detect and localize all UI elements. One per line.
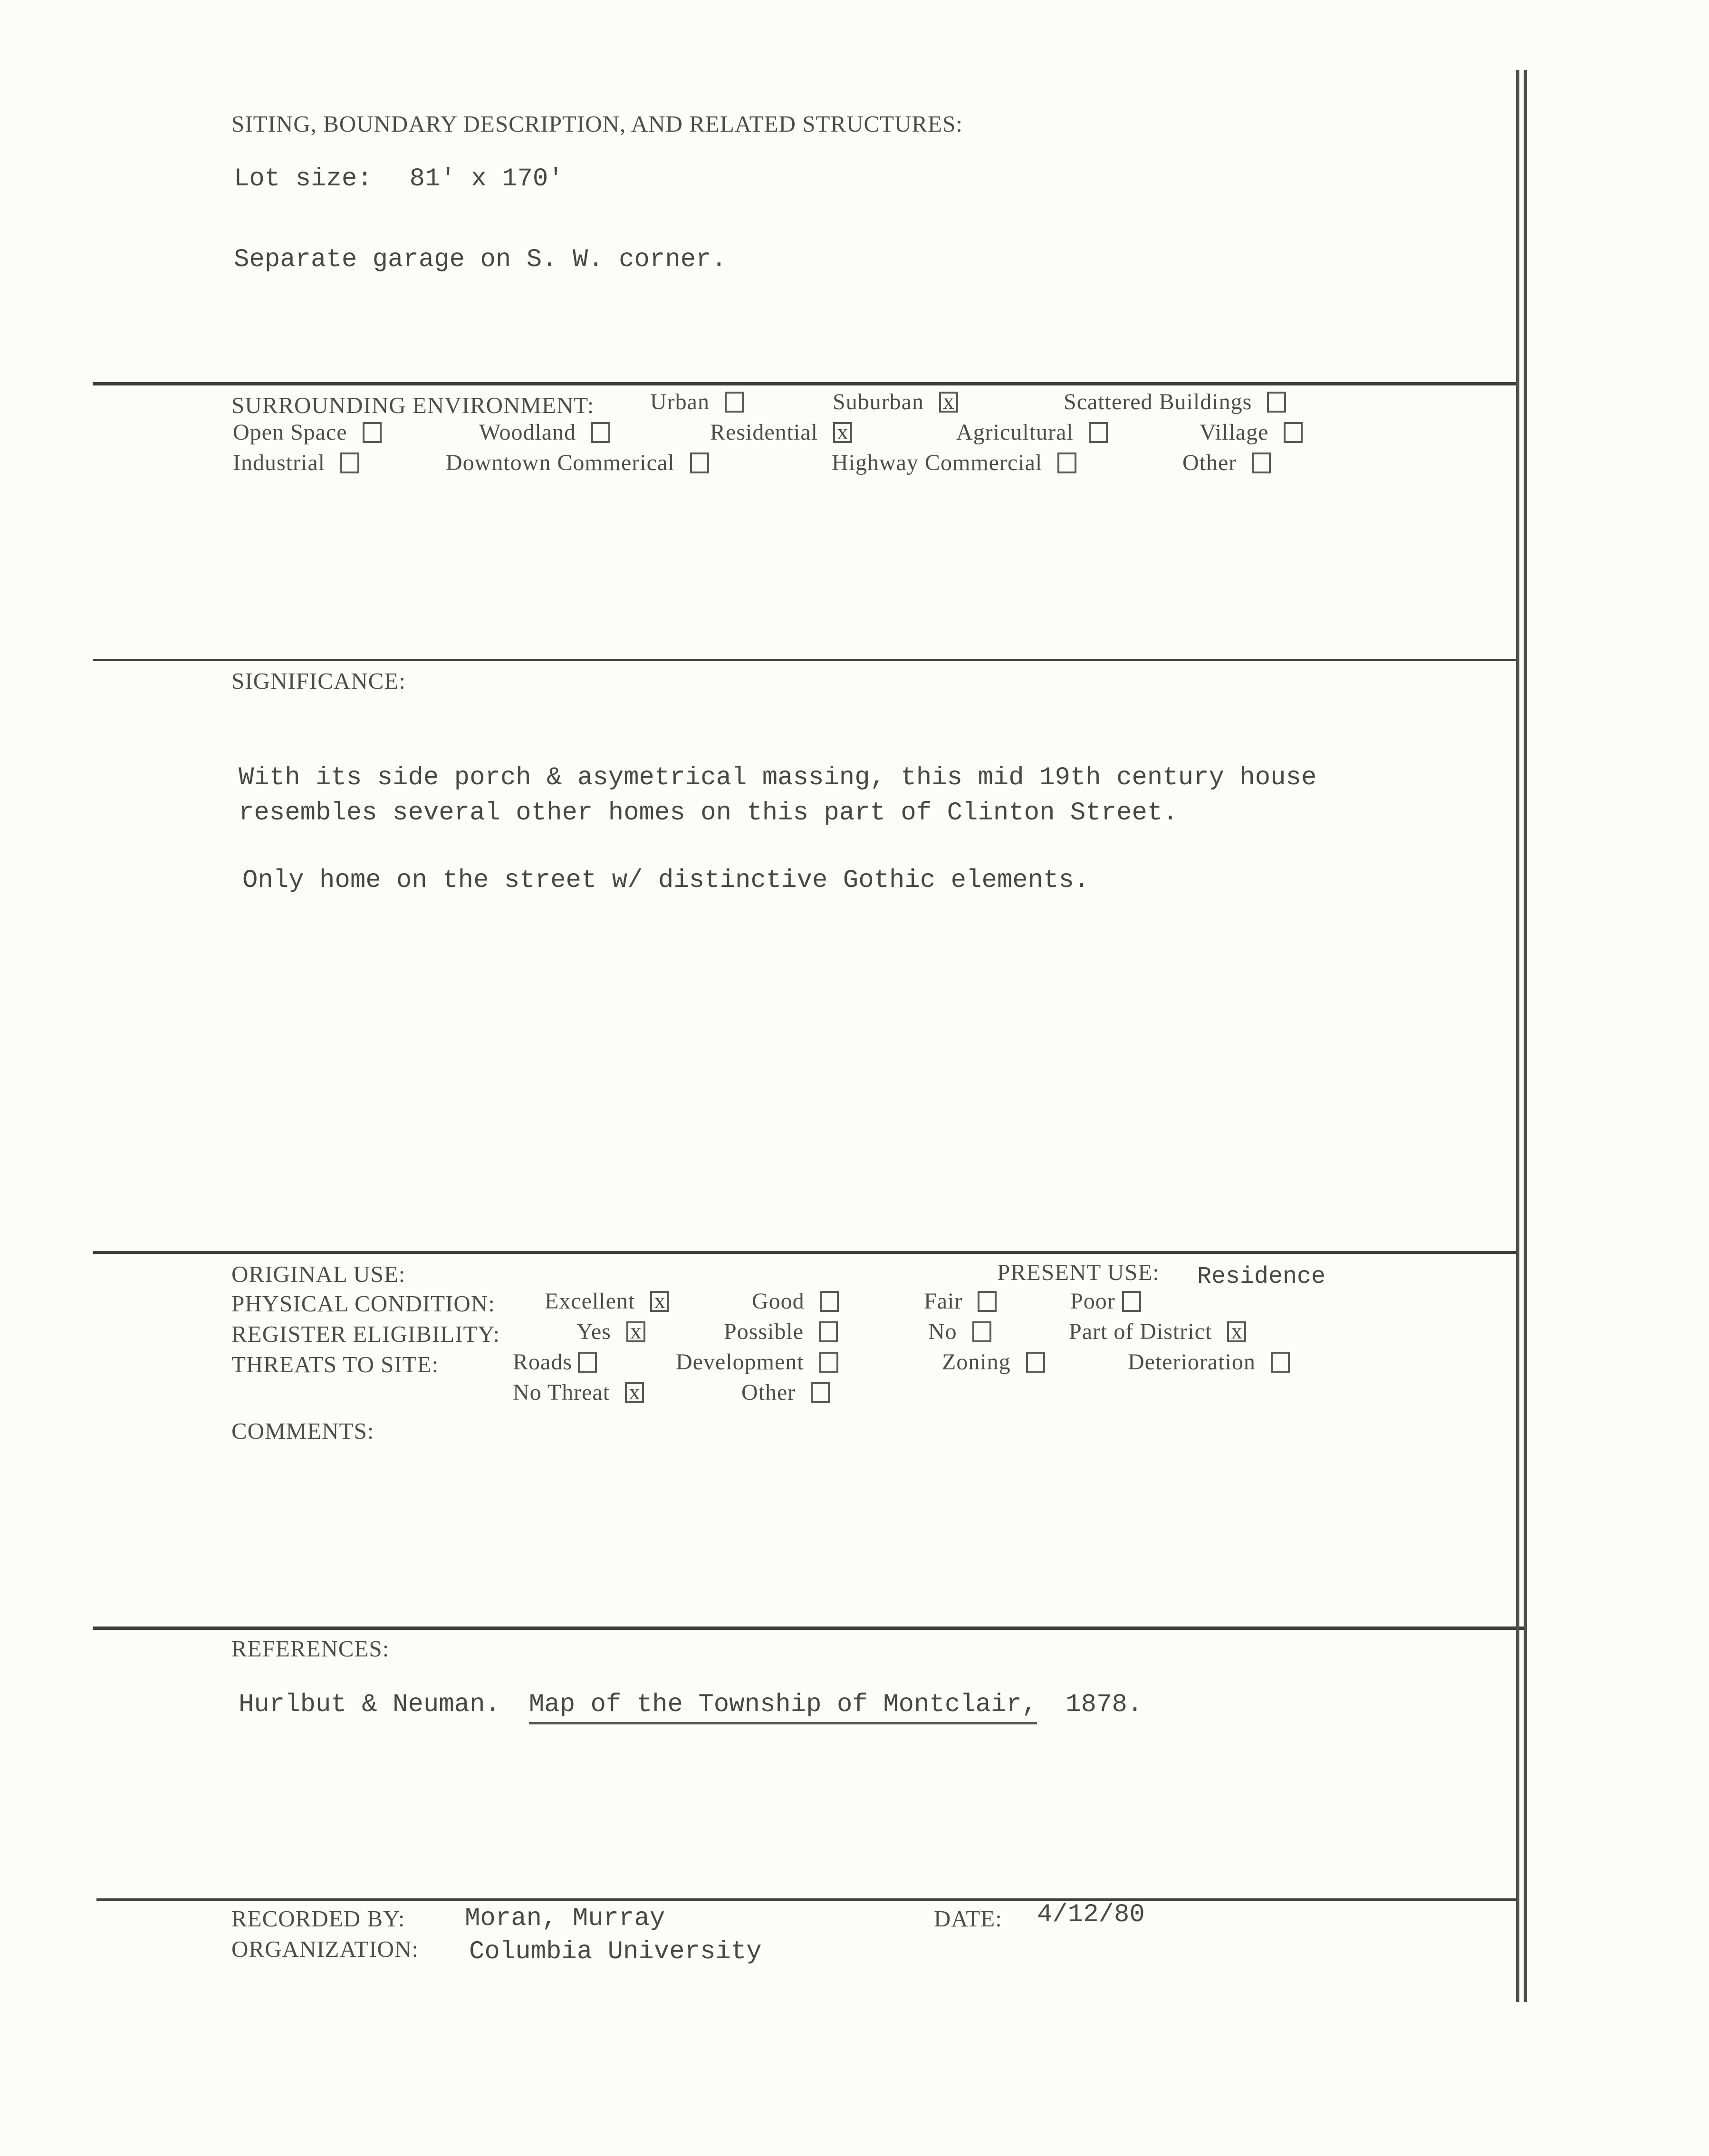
env-option-downtown-commerical-label: Downtown Commerical bbox=[446, 450, 675, 475]
threat-roads-label: Roads bbox=[513, 1349, 572, 1375]
register-possible-label: Possible bbox=[724, 1319, 804, 1344]
garage-note: Separate garage on S. W. corner. bbox=[234, 245, 727, 274]
present-use-label: PRESENT USE: bbox=[997, 1259, 1160, 1285]
checkbox-deterioration[interactable] bbox=[1271, 1352, 1290, 1373]
checkbox-possible[interactable] bbox=[819, 1321, 838, 1342]
condition-option-poor bbox=[1070, 1288, 1141, 1314]
threat-deterioration-label: Deterioration bbox=[1128, 1349, 1256, 1375]
env-option-highway-commercial bbox=[832, 450, 1076, 476]
condition-fair-label: Fair bbox=[924, 1289, 963, 1314]
env-option-scattered-buildings-label: Scattered Buildings bbox=[1064, 389, 1252, 414]
threat-option-development bbox=[676, 1349, 838, 1375]
checkbox-agricultural[interactable] bbox=[1089, 422, 1108, 443]
env-option-open-space-label: Open Space bbox=[233, 420, 347, 445]
condition-option-excellent bbox=[545, 1288, 669, 1314]
checkbox-residential[interactable]: x bbox=[833, 422, 852, 443]
checkbox-industrial[interactable] bbox=[340, 452, 359, 473]
section-divider-3 bbox=[93, 1251, 1519, 1254]
original-use-label: ORIGINAL USE: bbox=[231, 1261, 406, 1287]
organization-label: ORGANIZATION: bbox=[231, 1936, 419, 1962]
env-option-agricultural-label: Agricultural bbox=[956, 420, 1074, 445]
register-eligibility-label: REGISTER ELIGIBILITY: bbox=[231, 1321, 500, 1347]
section-divider-4 bbox=[93, 1627, 1526, 1630]
checkbox-good[interactable] bbox=[820, 1291, 839, 1312]
lot-size-label: Lot size: bbox=[234, 164, 373, 193]
physical-condition-label: PHYSICAL CONDITION: bbox=[231, 1290, 495, 1317]
threat-option-zoning bbox=[942, 1349, 1045, 1375]
significance-line-2: resembles several other homes on this part of Clinton Street. bbox=[239, 799, 1178, 828]
threat-other-label: Other bbox=[741, 1380, 796, 1405]
checkbox-zoning[interactable] bbox=[1026, 1352, 1045, 1373]
checkbox-excellent[interactable]: x bbox=[650, 1291, 669, 1312]
env-option-urban-label: Urban bbox=[650, 389, 710, 414]
citation-year: 1878. bbox=[1066, 1690, 1143, 1719]
env-option-village bbox=[1200, 419, 1303, 445]
checkbox-village[interactable] bbox=[1284, 422, 1303, 443]
register-option-no bbox=[928, 1319, 991, 1345]
significance-line-3: Only home on the street w/ distinctive Gothic elements. bbox=[242, 866, 1090, 895]
threat-option-roads bbox=[513, 1349, 597, 1375]
condition-poor-label: Poor bbox=[1070, 1289, 1115, 1314]
condition-option-good bbox=[752, 1288, 839, 1314]
checkbox-downtown-commerical[interactable] bbox=[690, 452, 709, 473]
checkbox-yes[interactable]: x bbox=[626, 1321, 645, 1342]
threat-zoning-label: Zoning bbox=[942, 1349, 1011, 1375]
siting-heading: SITING, BOUNDARY DESCRIPTION, AND RELATED STRUCTURES: bbox=[231, 111, 963, 137]
reference-citation bbox=[239, 1690, 1143, 1724]
checkbox-poor[interactable] bbox=[1122, 1291, 1141, 1312]
env-option-other bbox=[1182, 450, 1271, 476]
register-yes-label: Yes bbox=[576, 1319, 611, 1344]
checkbox-part-of-district[interactable]: x bbox=[1227, 1321, 1246, 1342]
date-value: 4/12/80 bbox=[1037, 1900, 1145, 1929]
condition-good-label: Good bbox=[752, 1289, 805, 1314]
threats-to-site-label: THREATS TO SITE: bbox=[231, 1351, 439, 1377]
register-option-yes bbox=[576, 1319, 645, 1345]
recorded-by-value: Moran, Murray bbox=[465, 1904, 665, 1933]
env-option-residential-label: Residential bbox=[710, 420, 818, 445]
threat-development-label: Development bbox=[676, 1349, 804, 1375]
organization-value: Columbia University bbox=[469, 1937, 762, 1966]
checkbox-roads[interactable] bbox=[578, 1352, 597, 1373]
env-option-highway-commercial-label: Highway Commercial bbox=[832, 450, 1043, 475]
section-divider-1 bbox=[93, 382, 1519, 385]
env-option-urban bbox=[650, 389, 744, 415]
threat-option-no-threat bbox=[513, 1379, 644, 1405]
checkbox-threat-other[interactable] bbox=[811, 1382, 830, 1403]
checkbox-no-threat[interactable]: x bbox=[625, 1382, 644, 1403]
date-label: DATE: bbox=[934, 1906, 1002, 1932]
checkbox-highway-commercial[interactable] bbox=[1057, 452, 1076, 473]
environment-label: SURROUNDING ENVIRONMENT: bbox=[231, 392, 595, 418]
checkbox-fair[interactable] bbox=[978, 1291, 997, 1312]
env-option-suburban-label: Suburban bbox=[833, 389, 924, 414]
section-divider-2 bbox=[93, 659, 1519, 661]
citation-title: Map of the Township of Montclair, bbox=[529, 1690, 1037, 1724]
citation-author: Hurlbut & Neuman. bbox=[239, 1690, 500, 1719]
env-option-agricultural bbox=[956, 419, 1108, 445]
checkbox-scattered-buildings[interactable] bbox=[1267, 392, 1286, 413]
condition-option-fair bbox=[924, 1288, 997, 1314]
env-option-industrial bbox=[233, 450, 359, 476]
checkbox-woodland[interactable] bbox=[591, 422, 610, 443]
env-option-suburban bbox=[833, 389, 958, 415]
env-option-open-space bbox=[233, 419, 382, 445]
lot-size-value: 81' x 170' bbox=[409, 164, 564, 193]
env-option-woodland-label: Woodland bbox=[479, 420, 576, 445]
register-option-possible bbox=[724, 1319, 838, 1345]
env-option-industrial-label: Industrial bbox=[233, 450, 325, 475]
lot-size-row bbox=[234, 164, 564, 193]
threat-option-deterioration bbox=[1128, 1349, 1290, 1375]
checkbox-development[interactable] bbox=[819, 1352, 838, 1373]
significance-label: SIGNIFICANCE: bbox=[231, 668, 406, 694]
present-use-value: Residence bbox=[1197, 1263, 1326, 1290]
env-option-residential bbox=[710, 419, 852, 445]
checkbox-env-other[interactable] bbox=[1252, 452, 1271, 473]
condition-excellent-label: Excellent bbox=[545, 1289, 635, 1314]
env-option-village-label: Village bbox=[1200, 420, 1269, 445]
register-option-part-of-district bbox=[1069, 1319, 1246, 1345]
env-option-woodland bbox=[479, 419, 610, 445]
register-part-of-district-label: Part of District bbox=[1069, 1319, 1212, 1344]
threat-no-threat-label: No Threat bbox=[513, 1380, 610, 1405]
section-divider-5 bbox=[96, 1898, 1519, 1901]
threat-option-other bbox=[741, 1379, 830, 1405]
checkbox-suburban[interactable]: x bbox=[939, 392, 958, 413]
comments-label: COMMENTS: bbox=[231, 1418, 374, 1444]
recorded-by-label: RECORDED BY: bbox=[231, 1906, 405, 1932]
register-no-label: No bbox=[928, 1319, 957, 1344]
env-option-other-label: Other bbox=[1182, 450, 1237, 475]
checkbox-urban[interactable] bbox=[725, 392, 744, 413]
page-edge-double-line bbox=[1516, 70, 1527, 2002]
significance-line-1: With its side porch & asymetrical massing, this mid 19th century house bbox=[239, 763, 1317, 792]
checkbox-open-space[interactable] bbox=[363, 422, 382, 443]
references-label: REFERENCES: bbox=[231, 1636, 390, 1662]
env-option-scattered-buildings bbox=[1064, 389, 1286, 415]
checkbox-no[interactable] bbox=[972, 1321, 991, 1342]
env-option-downtown-commerical bbox=[446, 450, 709, 476]
